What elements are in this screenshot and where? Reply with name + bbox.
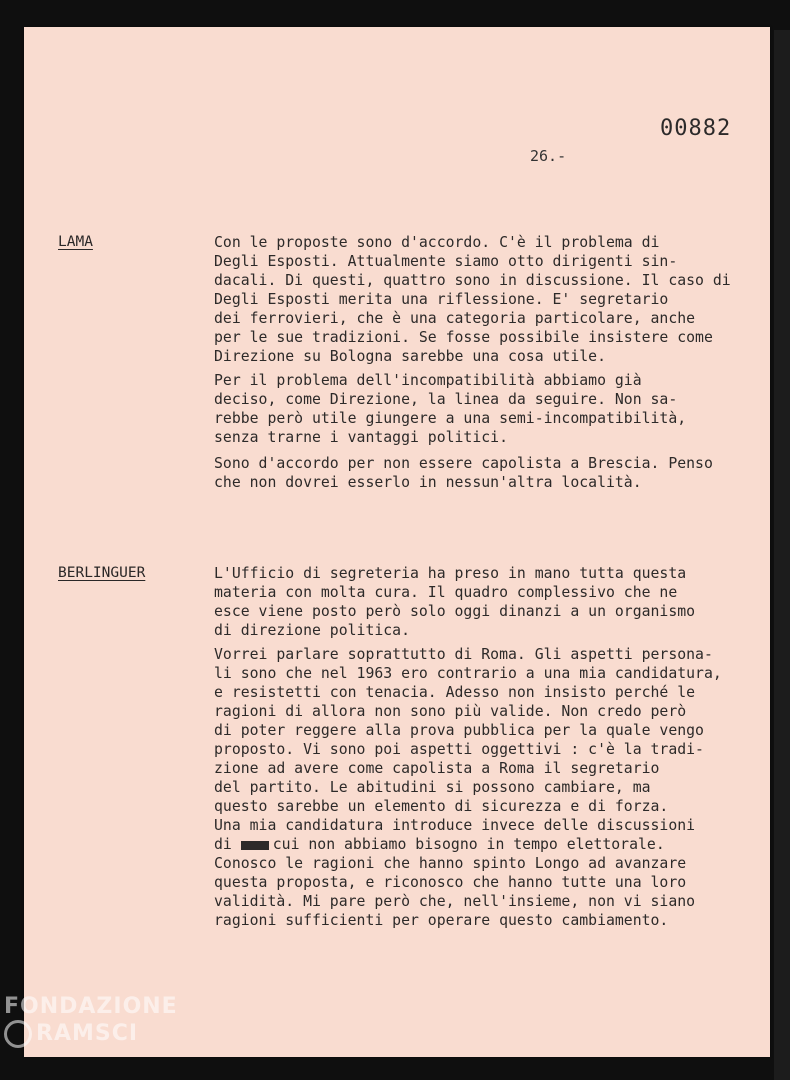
scan-border xyxy=(774,30,790,1080)
fondazione-gramsci-watermark xyxy=(4,994,178,1048)
berlinguer-redacted-line xyxy=(214,835,762,854)
lama-paragraph-2: Per il problema dell'incompatibilità abbiamo già deciso, come Direzione, la linea da seguire. Non sa- rebbe però utile giungere a una semi-incompatibilità, senza trarne i vantaggi politici. xyxy=(214,372,687,446)
gramsci-logo-icon xyxy=(4,1020,32,1048)
redaction-mark xyxy=(241,841,269,850)
watermark-line-2: RAMSCI xyxy=(36,1021,139,1046)
speaker-berlinguer: BERLINGUER xyxy=(58,565,146,581)
berlinguer-paragraph-2: Vorrei parlare soprattutto di Roma. Gli aspetti persona- li sono che nel 1963 ero contrario a una mia candidatura, e resistetti con tenacia. Adesso non insisto perché le ragioni di allora non sono più valide. Non credo però di poter reggere alla prova pubblica per la quale vengo proposto. Vi sono poi aspetti oggettivi : c'è la tradi- zione ad avere come capolista a Roma il segretario del partito. Le abitudini si possono cambiare, ma questo sarebbe un elemento di sicurezza e di forza. Una mia candidatura introduce invece delle discussioni xyxy=(214,646,722,834)
line-rest: cui non abbiamo bisogno in tempo elettorale. xyxy=(272,836,665,853)
lama-paragraph-1: Con le proposte sono d'accordo. C'è il problema di Degli Esposti. Attualmente siamo otto dirigenti sin- dacali. Di questi, quattro sono in discussione. Il caso di Degli Esposti merita una riflessione. E' segretario dei ferrovieri, che è una categoria particolare, anche per le sue tradizioni. Se fosse possibile insistere come Direzione su Bologna sarebbe una cosa utile. xyxy=(214,234,731,365)
lama-paragraph-3: Sono d'accordo per non essere capolista a Brescia. Penso che non dovrei esserlo in nessun'altra località. xyxy=(214,455,713,491)
berlinguer-paragraph-1: L'Ufficio di segreteria ha preso in mano tutta questa materia con molta cura. Il quadro complessivo che ne esce viene posto però solo oggi dinanzi a un organismo di direzione politica. xyxy=(214,565,696,639)
line-prefix: di xyxy=(214,836,232,853)
speaker-lama: LAMA xyxy=(58,234,93,250)
page-number: 26.- xyxy=(530,147,567,165)
watermark-line-1: FONDAZIONE xyxy=(4,994,178,1019)
berlinguer-paragraph-3: Conosco le ragioni che hanno spinto Longo ad avanzare questa proposta, e riconosco che hanno tutte una loro validità. Mi pare però che, nell'insieme, non vi siano ragioni sufficienti per operare questo cambiamento. xyxy=(214,855,696,929)
document-number: 00882 xyxy=(660,116,732,141)
